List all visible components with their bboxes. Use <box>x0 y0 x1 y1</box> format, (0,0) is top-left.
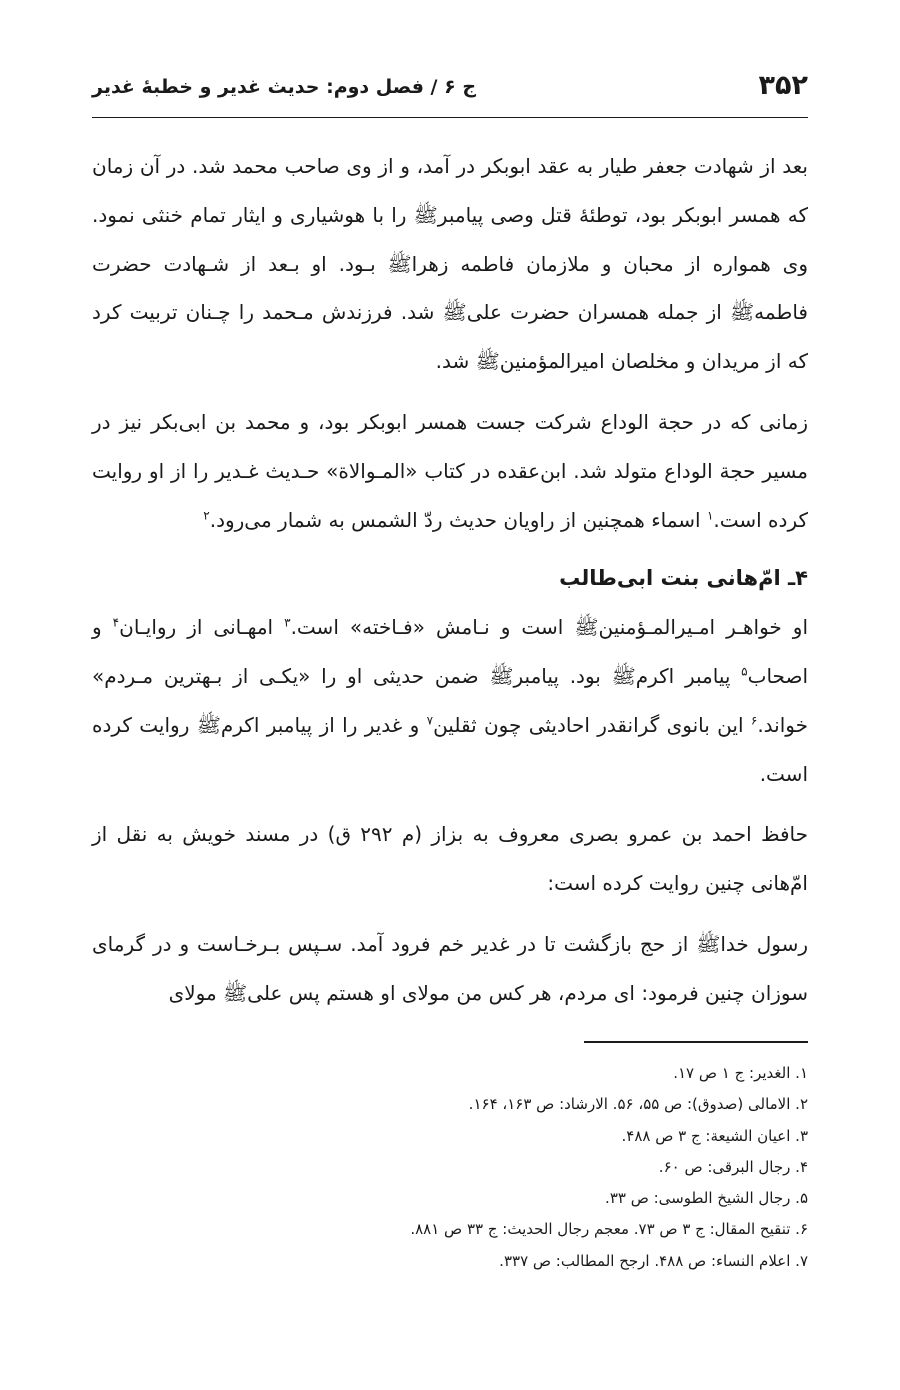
footnote-ref-2[interactable]: ۲ <box>203 507 210 522</box>
footnote-ref-4[interactable]: ۴ <box>112 615 120 630</box>
running-title: ج ۶ / فصل دوم: حدیث غدیر و خطبهٔ غدیر <box>92 76 477 98</box>
section-heading: ۴ـ امّ‌هانی بنت ابی‌طالب <box>559 566 808 591</box>
main-text <box>92 142 808 1018</box>
page-number: ۳۵۲ <box>758 70 808 101</box>
paragraph-2 <box>92 398 808 544</box>
footnotes-list <box>92 1058 808 1277</box>
paragraph-3 <box>92 603 808 798</box>
footnote-item: ۱. الغدیر: ج ۱ ص ۱۷. <box>673 1064 808 1082</box>
paragraph-5: رسول خداﷺ از حج بازگشت تا در غدیر خم فرود آمد. سـپس بـرخـاست و در گرمای سوزان چنین فرمود: ای مردم، هر کس من مولای او هستم پس علیﷺ مولای <box>92 931 808 1005</box>
footnote-item: ۶. تنقیح المقال: ج ۳ ص ۷۳. معجم رجال الحدیث: ج ۳۳ ص ۸۸۱. <box>410 1220 808 1239</box>
footnote-item: ۷. اعلام النساء: ص ۴۸۸. ارجح المطالب: ص ۳۳۷. <box>499 1251 808 1270</box>
footnote-item: ۵. رجال الشیخ الطوسی: ص ۳۳. <box>605 1189 808 1208</box>
paragraph-text: و اصحاب <box>92 615 808 688</box>
paragraph-text: این بانوی گرانقدر احادیثی چون ثقلین <box>433 712 751 737</box>
footnote-ref-5[interactable]: ۵ <box>741 664 748 679</box>
footnote-item: ۴. رجال البرقی: ص ۶۰. <box>658 1157 808 1176</box>
footnote-ref-6[interactable]: ۶ <box>750 713 758 728</box>
footnote-item: ۳. اعیان الشیعة: ج ۳ ص ۴۸۸. <box>621 1126 808 1145</box>
paragraph-text: او خواهـر امـیرالمـؤمنینﷺ است و نـامش «فـاخته» است. <box>290 615 809 640</box>
paragraph-text: امهـانی از روایـان <box>119 615 285 640</box>
footnote-ref-7[interactable]: ۷ <box>426 713 434 728</box>
paragraph-4: حافظ احمد بن عمرو بصری معروف به بزاز (م ۲۹۲ ق) در مسند خویش به نقل از امّ‌هانی چنین روایت کرده است: <box>92 822 808 896</box>
footnote-ref-3[interactable]: ۳ <box>284 615 291 630</box>
paragraph-1: بعد از شهادت جعفر طیار به عقد ابوبکر در آمد، و از وی صاحب محمد شد. در آن زمان که همسر ابوبکر بود، توطئهٔ قتل وصی پیامبرﷺ را با هوشیاری و ایثار تمام خنثی نمود. وی همواره از محبان و ملازمان فاطمه زهراﷺ بـود. او بـعد از شـهادت حضرت فاطمهﷺ از جمله همسران حضرت علیﷺ شد. فرزندش مـحمد را چـنان تربیت کرد که از مریدان و مخلصان امیرالمؤمنینﷺ شد. <box>92 154 808 374</box>
header-divider <box>92 117 808 118</box>
footnote-ref-1[interactable]: ۱ <box>706 507 714 522</box>
footnote-divider <box>584 1041 808 1043</box>
paragraph-text: اسماء همچنین از راویان حدیث ردّ الشمس به شمار می‌رود. <box>209 507 707 532</box>
paragraph-text: پیامبر اکرمﷺ بود. پیامبرﷺ ضمن حدیثی او را «یکـی از بـهترین مـردم» خواند. <box>92 663 808 737</box>
paragraph-text: و غدیر را از پیامبر اکرمﷺ روایت کرده است. <box>92 712 808 786</box>
paragraph-text: زمانی که در حجة الوداع شرکت جست همسر ابوبکر بود، و محمد بن ابی‌بکر نیز در مسیر حجة الوداع متولد شد. ابن‌عقده در کتاب «المـوالاة» حـدیث غـدیر را از او روایت کرده است. <box>92 409 808 532</box>
footnote-item: ۲. الامالی (صدوق): ص ۵۵، ۵۶. الارشاد: ص ۱۶۳، ۱۶۴. <box>468 1095 808 1114</box>
